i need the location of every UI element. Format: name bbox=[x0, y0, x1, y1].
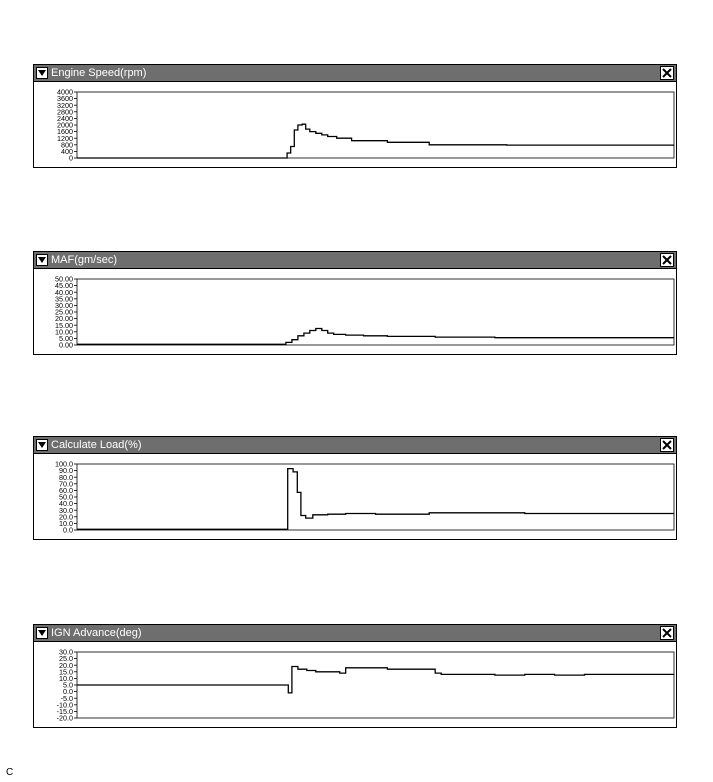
y-tick-label: 2000 bbox=[57, 120, 73, 130]
y-tick-label: 0.0 bbox=[63, 687, 73, 697]
y-tick-label: 50.00 bbox=[55, 274, 73, 284]
maf-panel bbox=[33, 251, 677, 355]
y-tick-label: 3600 bbox=[57, 94, 73, 104]
series-line bbox=[77, 124, 674, 158]
y-tick-label: 90.0 bbox=[59, 466, 73, 476]
y-tick-label: 5.00 bbox=[59, 334, 73, 343]
panel-titlebar bbox=[34, 437, 676, 454]
series-line bbox=[77, 329, 674, 345]
triangle-down-icon[interactable] bbox=[36, 67, 48, 79]
y-tick-label: 800 bbox=[61, 140, 73, 150]
y-tick-label: 0.0 bbox=[63, 525, 73, 535]
y-tick-label: -10.0 bbox=[56, 700, 73, 710]
y-tick-label: 20.00 bbox=[55, 314, 73, 324]
panel-titlebar bbox=[34, 252, 676, 269]
y-tick-label: 35.00 bbox=[55, 294, 73, 304]
panel-title: Calculate Load(%) bbox=[51, 439, 142, 451]
ign-advance-panel bbox=[33, 624, 677, 728]
y-tick-label: 2400 bbox=[57, 114, 73, 123]
triangle-down-icon[interactable] bbox=[36, 439, 48, 451]
y-tick-label: 45.00 bbox=[55, 281, 73, 291]
panel-title: IGN Advance(deg) bbox=[51, 627, 142, 639]
ign-advance-chart bbox=[34, 642, 676, 727]
panel-title: Engine Speed(rpm) bbox=[51, 67, 147, 79]
y-tick-label: 5.0 bbox=[63, 680, 73, 690]
y-tick-label: 3200 bbox=[57, 100, 73, 110]
y-tick-label: 30.0 bbox=[59, 647, 73, 657]
engine-speed-chart bbox=[34, 82, 676, 167]
y-tick-label: 10.0 bbox=[59, 674, 73, 683]
y-tick-label: 25.0 bbox=[59, 654, 73, 664]
triangle-down-icon[interactable] bbox=[36, 627, 48, 639]
engine-speed-panel bbox=[33, 64, 677, 168]
y-tick-label: 10.00 bbox=[55, 327, 73, 337]
calculate-load-chart bbox=[34, 454, 676, 539]
y-tick-label: 20.0 bbox=[59, 660, 73, 670]
close-x-icon[interactable] bbox=[660, 253, 674, 267]
plot-frame bbox=[77, 464, 674, 530]
y-tick-label: 15.0 bbox=[59, 667, 73, 677]
y-tick-label: 400 bbox=[61, 147, 73, 156]
y-tick-label: -20.0 bbox=[56, 713, 73, 723]
y-tick-label: 50.0 bbox=[59, 492, 73, 502]
y-tick-label: 20.0 bbox=[59, 512, 73, 522]
y-tick-label: 2800 bbox=[57, 107, 73, 117]
close-x-icon[interactable] bbox=[660, 626, 674, 640]
panel-titlebar bbox=[34, 625, 676, 642]
y-tick-label: 15.00 bbox=[55, 320, 73, 330]
y-tick-label: 40.0 bbox=[59, 499, 73, 509]
panel-titlebar bbox=[34, 65, 676, 82]
plot-frame bbox=[77, 279, 674, 345]
y-tick-label: 0.00 bbox=[59, 340, 73, 350]
y-tick-label: 70.0 bbox=[59, 479, 73, 489]
y-tick-label: 100.0 bbox=[55, 459, 73, 469]
y-tick-label: 0 bbox=[69, 153, 73, 163]
plot-frame bbox=[77, 92, 674, 158]
y-tick-label: 30.00 bbox=[55, 301, 73, 310]
y-tick-label: 60.0 bbox=[59, 486, 73, 495]
y-tick-label: 10.0 bbox=[59, 519, 73, 528]
y-tick-label: 30.0 bbox=[59, 505, 73, 515]
y-tick-label: 1200 bbox=[57, 133, 73, 143]
y-tick-label: -15.0 bbox=[56, 707, 73, 716]
triangle-down-icon[interactable] bbox=[36, 254, 48, 266]
y-tick-label: 1600 bbox=[57, 127, 73, 137]
figure-label: C bbox=[6, 767, 14, 778]
y-tick-label: 4000 bbox=[57, 87, 73, 97]
close-x-icon[interactable] bbox=[660, 438, 674, 452]
y-tick-label: -5.0 bbox=[60, 693, 73, 703]
y-tick-label: 80.0 bbox=[59, 472, 73, 482]
series-line bbox=[77, 667, 674, 693]
series-line bbox=[77, 469, 674, 530]
panel-title: MAF(gm/sec) bbox=[51, 254, 117, 266]
y-tick-label: 40.00 bbox=[55, 287, 73, 297]
y-tick-label: 25.00 bbox=[55, 307, 73, 317]
calculate-load-panel bbox=[33, 436, 677, 540]
maf-chart bbox=[34, 269, 676, 354]
close-x-icon[interactable] bbox=[660, 66, 674, 80]
